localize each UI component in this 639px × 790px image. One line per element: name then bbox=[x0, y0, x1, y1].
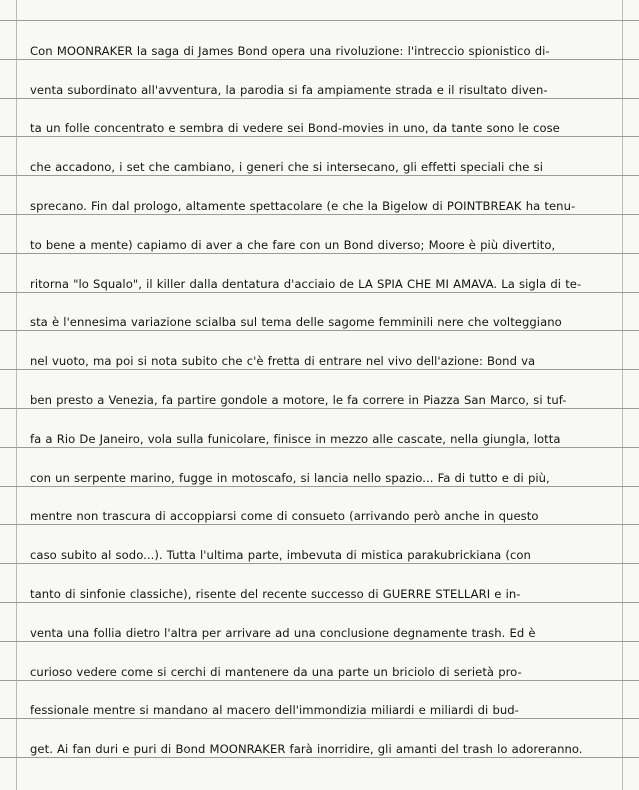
text-line: fessionale mentre si mandano al macero dell'immondizia miliardi e miliardi di bud- bbox=[30, 703, 519, 718]
ruled-line bbox=[0, 757, 639, 758]
text-line: con un serpente marino, fugge in motoscafo, si lancia nello spazio... Fa di tutto e di più, bbox=[30, 470, 550, 485]
ruled-line bbox=[0, 136, 639, 137]
text-line: tanto di sinfonie classiche), risente del recente successo di GUERRE STELLARI e in- bbox=[30, 587, 521, 601]
text-line: venta subordinato all'avventura, la parodia si fa ampiamente strada e il risultato diven- bbox=[30, 82, 548, 97]
text-line: mentre non trascura di accoppiarsi come di consueto (arrivando però anche in questo bbox=[30, 509, 539, 524]
ruled-line bbox=[0, 330, 639, 331]
ruled-line bbox=[0, 214, 639, 215]
ruled-line bbox=[0, 175, 639, 176]
text-line: ta un folle concentrato e sembra di vedere sei Bond-movies in uno, da tante sono le cose bbox=[30, 121, 560, 136]
ruled-line bbox=[0, 602, 639, 603]
ruled-line bbox=[0, 253, 639, 254]
text-line: curioso vedere come si cerchi di mantenere da una parte un briciolo di serietà pro- bbox=[30, 664, 522, 679]
ruled-line bbox=[0, 486, 639, 487]
ruled-line bbox=[0, 563, 639, 564]
text-line: nel vuoto, ma poi si nota subito che c'è fretta di entrare nel vivo dell'azione: Bond va bbox=[30, 354, 536, 369]
text-line: get. Ai fan duri e puri di Bond MOONRAKER farà inorridire, gli amanti del trash lo adoreranno. bbox=[30, 742, 583, 757]
ruled-line bbox=[0, 292, 639, 293]
ruled-line bbox=[0, 524, 639, 525]
text-line: to bene a mente) capiamo di aver a che fare con un Bond diverso; Moore è più divertito, bbox=[30, 237, 556, 252]
ruled-line bbox=[0, 680, 639, 681]
ruled-line bbox=[0, 408, 639, 409]
ruled-line bbox=[0, 20, 639, 21]
text-line: venta una follia dietro l'altra per arrivare ad una conclusione degnamente trash. Ed è bbox=[30, 625, 536, 640]
text-line: ritorna "lo Squalo", il killer dalla dentatura d'acciaio de LA SPIA CHE MI AMAVA. La sigla di te- bbox=[30, 276, 582, 291]
text-line: Con MOONRAKER la saga di James Bond opera una rivoluzione: l'intreccio spionistico di- bbox=[30, 43, 550, 58]
text-line: caso subito al sodo...). Tutta l'ultima parte, imbevuta di mistica parakubrickiana (con bbox=[30, 548, 531, 563]
ruled-line bbox=[0, 447, 639, 448]
ruled-line bbox=[0, 98, 639, 99]
ruled-line bbox=[0, 641, 639, 642]
text-line: che accadono, i set che cambiano, i generi che si intersecano, gli effetti speciali che si bbox=[30, 160, 543, 175]
text-line: fa a Rio De Janeiro, vola sulla funicolare, finisce in mezzo alle cascate, nella giungla, lotta bbox=[30, 431, 561, 446]
right-margin-line bbox=[622, 0, 623, 790]
left-margin-line bbox=[16, 0, 17, 790]
ruled-line bbox=[0, 369, 639, 370]
text-line: sta è l'ennesima variazione scialba sul tema delle sagome femminili nere che volteggiano bbox=[30, 315, 562, 330]
ruled-line bbox=[0, 59, 639, 60]
text-line: ben presto a Venezia, fa partire gondole a motore, le fa correre in Piazza San Marco, si tuf- bbox=[30, 393, 567, 407]
text-line: sprecano. Fin dal prologo, altamente spettacolare (e che la Bigelow di POINTBREAK ha tenu- bbox=[30, 199, 576, 213]
ruled-line bbox=[0, 718, 639, 719]
